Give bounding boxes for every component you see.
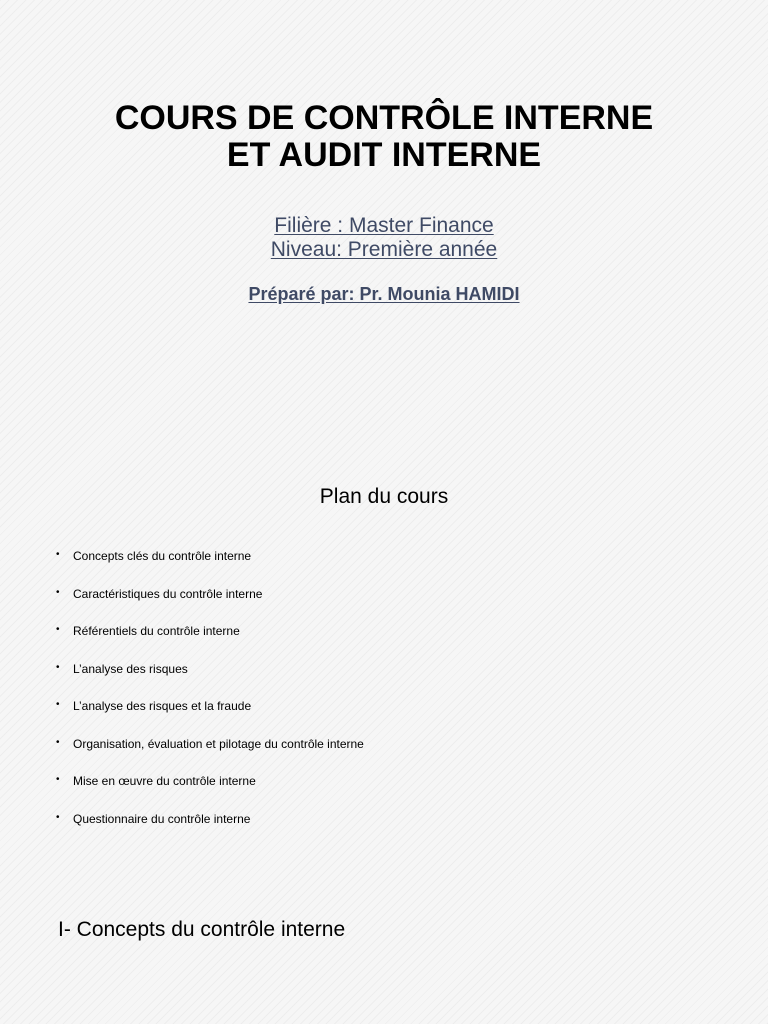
title-line-1: COURS DE CONTRÔLE INTERNE (114, 99, 654, 137)
bullet-icon: • (56, 736, 60, 748)
plan-item (56, 735, 364, 773)
plan-item (56, 585, 364, 623)
plan-item (56, 547, 364, 585)
bullet-icon: • (56, 699, 60, 710)
plan-item-label: Questionnaire du contrôle interne (73, 811, 251, 826)
niveau-text: Niveau: Première année (270, 238, 498, 261)
plan-item-label: Mise en œuvre du contrôle interne (73, 774, 256, 788)
plan-item (56, 660, 364, 698)
prepared-by: Préparé par: Pr. Mounia HAMIDI (248, 284, 520, 304)
bullet-icon: • (56, 624, 60, 635)
bullet-icon: • (56, 549, 60, 560)
plan-item-label: L’analyse des risques et la fraude (73, 699, 252, 713)
plan-item-label: Référentiels du contrôle interne (73, 624, 240, 638)
filiere-line (0, 214, 768, 238)
document-title (0, 100, 768, 174)
plan-item-label: Caractéristiques du contrôle interne (73, 586, 263, 601)
plan-item-label: Concepts clés du contrôle interne (73, 549, 252, 563)
plan-item (56, 697, 364, 735)
filiere-text: Filière : Master Finance (274, 214, 494, 237)
plan-item (56, 772, 364, 810)
niveau-line (0, 238, 768, 262)
plan-list (56, 547, 364, 847)
bullet-icon: • (56, 774, 60, 785)
plan-item-label: Organisation, évaluation et pilotage du contrôle interne (73, 736, 364, 751)
plan-item-label: L’analyse des risques (73, 661, 188, 676)
plan-item (56, 622, 364, 660)
title-line-2: ET AUDIT INTERNE (226, 136, 542, 174)
section-title: I- Concepts du contrôle interne (58, 918, 346, 941)
plan-item (56, 810, 364, 848)
bullet-icon: • (56, 661, 60, 673)
plan-title: Plan du cours (319, 485, 449, 508)
bullet-icon: • (56, 811, 60, 823)
bullet-icon: • (56, 586, 60, 598)
program-info (0, 214, 768, 262)
